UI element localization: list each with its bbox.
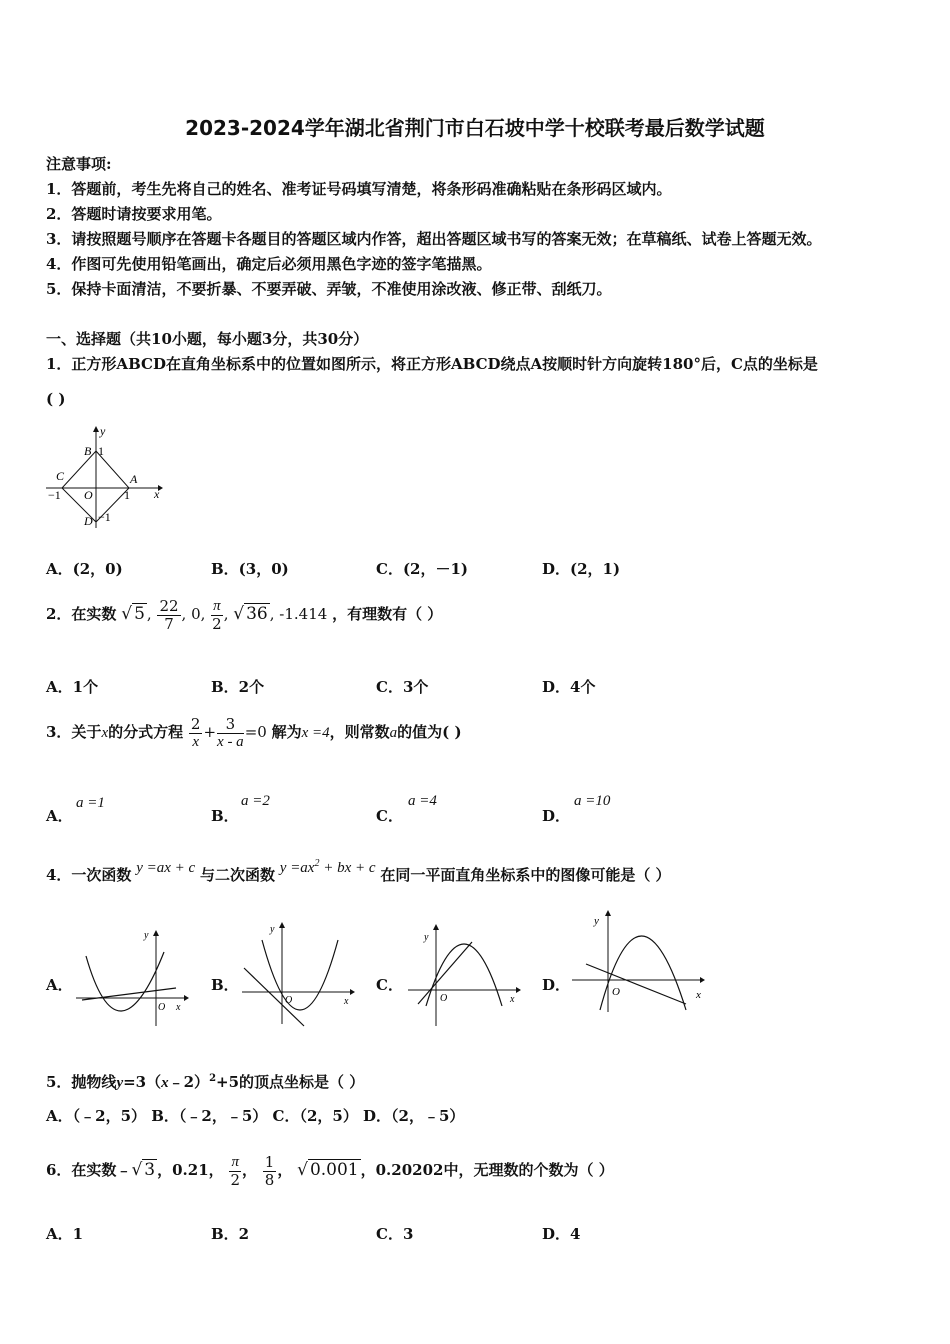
q3-option-d-label[interactable]: D． (542, 807, 571, 825)
q2-sqrt5: 5 (134, 604, 145, 624)
fig1-point-d: D (84, 514, 93, 528)
q4-graph-c (404, 922, 524, 1030)
q6-sqrt-0001: 0.001 (309, 1160, 359, 1180)
q4-option-a[interactable]: A． (46, 976, 73, 994)
q6-option-a[interactable]: A．1 (46, 1225, 84, 1243)
svg-text:y: y (424, 932, 429, 943)
q6-option-c[interactable]: C．3 (376, 1225, 414, 1243)
q3-option-a-value: a =1 (76, 795, 105, 811)
q4-option-d[interactable]: D． (542, 976, 571, 994)
note-item: 2．答题时请按要求用笔。 (46, 205, 222, 223)
fig1-point-a: A (130, 472, 138, 486)
q1-option-d[interactable]: D．(2，1) (542, 560, 621, 578)
question-4-text: 4．一次函数 y =ax + c 与二次函数 $y =ax^2$ + bx + c 在同一平面直角坐标系中的图像可能是（ ） (46, 858, 671, 884)
svg-text:y: y (144, 930, 149, 941)
svg-text:y: y (270, 924, 275, 935)
fig1-point-c: C (56, 469, 65, 483)
svg-text:x: x (696, 989, 701, 1001)
svg-text:O: O (440, 993, 448, 1004)
question-6-text: 6．在实数﹣√ 3 ，0.21， $\frac{\pi}{2}$ ， $\frac{1}{8}$ ， √ 0.001 ，0.20202中，无理数的个数为（ ） (46, 1152, 614, 1189)
question-1-figure (42, 424, 164, 532)
svg-text:y: y (594, 915, 599, 927)
q4-option-b[interactable]: B． (211, 976, 239, 994)
q1-option-a[interactable]: A．(2，0) (46, 560, 123, 578)
q6-sqrt3: 3 (144, 1160, 156, 1180)
fig1-x-label: x (154, 487, 160, 501)
q2-sqrt36: 36 (246, 604, 268, 624)
fig1-tick-neg1: −1 (48, 488, 61, 502)
q4-graph-a (72, 928, 192, 1028)
q3-option-c-label[interactable]: C． (376, 807, 403, 825)
svg-text:O: O (158, 1002, 166, 1013)
note-item: 4．作图可先使用铅笔画出，确定后必须用黑色字迹的签字笔描黑。 (46, 255, 492, 273)
q3-option-b-value: a =2 (241, 793, 270, 809)
svg-text:x: x (510, 994, 515, 1005)
fig1-point-b: B (84, 444, 92, 458)
q2-option-c[interactable]: C．3个 (376, 678, 429, 696)
q3-option-d-value: a =10 (574, 793, 611, 809)
question-1-text: 1．正方形ABCD在直角坐标系中的位置如图所示，将正方形ABCD绕点A按顺时针方向旋转180°后，C点的坐标是 (46, 355, 818, 373)
svg-text:x: x (344, 996, 349, 1007)
notes-heading: 注意事项: (46, 155, 112, 173)
question-5-text: 5．抛物线y=3（x﹣2）$^2$+5的顶点坐标是（ ） (46, 1073, 365, 1091)
fig1-tick-yneg1: −1 (98, 510, 111, 524)
q3-option-b-label[interactable]: B． (211, 807, 239, 825)
q4-option-c[interactable]: C． (376, 976, 403, 994)
fig1-y-label: y (100, 424, 106, 438)
q2-option-a[interactable]: A．1个 (46, 678, 99, 696)
fig1-tick-y1: 1 (98, 444, 104, 458)
q6-option-b[interactable]: B．2 (211, 1225, 250, 1243)
q2-pi-fraction: $\frac{\pi}{2}$ (212, 597, 222, 633)
question-5-options[interactable]: A．（﹣2，5） B．（﹣2，﹣5） C．（2，5） D．（2，﹣5） (46, 1107, 465, 1125)
question-2-text: 2．在实数 √ 5 , $\frac{22}{7}$ , 0, $\frac{\pi}{2}$ , √ 36 , -1.414 ，有理数有（ ） (46, 596, 443, 633)
q2-fraction: $\frac{22}{7}$ (159, 596, 179, 633)
question-1-blank: ( ) (46, 390, 66, 408)
q6-option-d[interactable]: D．4 (542, 1225, 581, 1243)
note-item: 5．保持卡面清洁，不要折暴、不要弄破、弄皱，不准使用涂改液、修正带、刮纸刀。 (46, 280, 612, 298)
q4-graph-d (568, 908, 710, 1016)
fig1-origin: O (84, 488, 93, 502)
note-item: 3．请按照题号顺序在答题卡各题目的答题区域内作答，超出答题区域书写的答案无效；在草稿纸、试卷上答题无效。 (46, 230, 822, 248)
q2-option-d[interactable]: D．4个 (542, 678, 596, 696)
svg-text:O: O (285, 995, 293, 1006)
question-3-text: 3．关于x的分式方程 $\frac{2}{x}$ + $\frac{3}{x - a}$ =0 解为x =4，则常数a的值为( ) (46, 714, 462, 750)
page-title: 2023-2024学年湖北省荆门市白石坡中学十校联考最后数学试题 (185, 116, 765, 140)
q1-option-c[interactable]: C．(2，－1) (376, 560, 469, 578)
svg-text:O: O (612, 986, 620, 998)
q3-option-a-label[interactable]: A． (46, 807, 73, 825)
fig1-tick-pos1: 1 (124, 488, 130, 502)
note-item: 1．答题前，考生先将自己的姓名、准考证号码填写清楚，将条形码准确粘贴在条形码区域内。 (46, 180, 672, 198)
q1-option-b[interactable]: B．(3，0) (211, 560, 289, 578)
q3-option-c-value: a =4 (408, 793, 437, 809)
q4-graph-b (238, 920, 358, 1030)
q2-option-b[interactable]: B．2个 (211, 678, 265, 696)
svg-text:x: x (176, 1002, 181, 1013)
section-heading: 一、选择题（共10小题，每小题3分，共30分） (46, 330, 369, 348)
